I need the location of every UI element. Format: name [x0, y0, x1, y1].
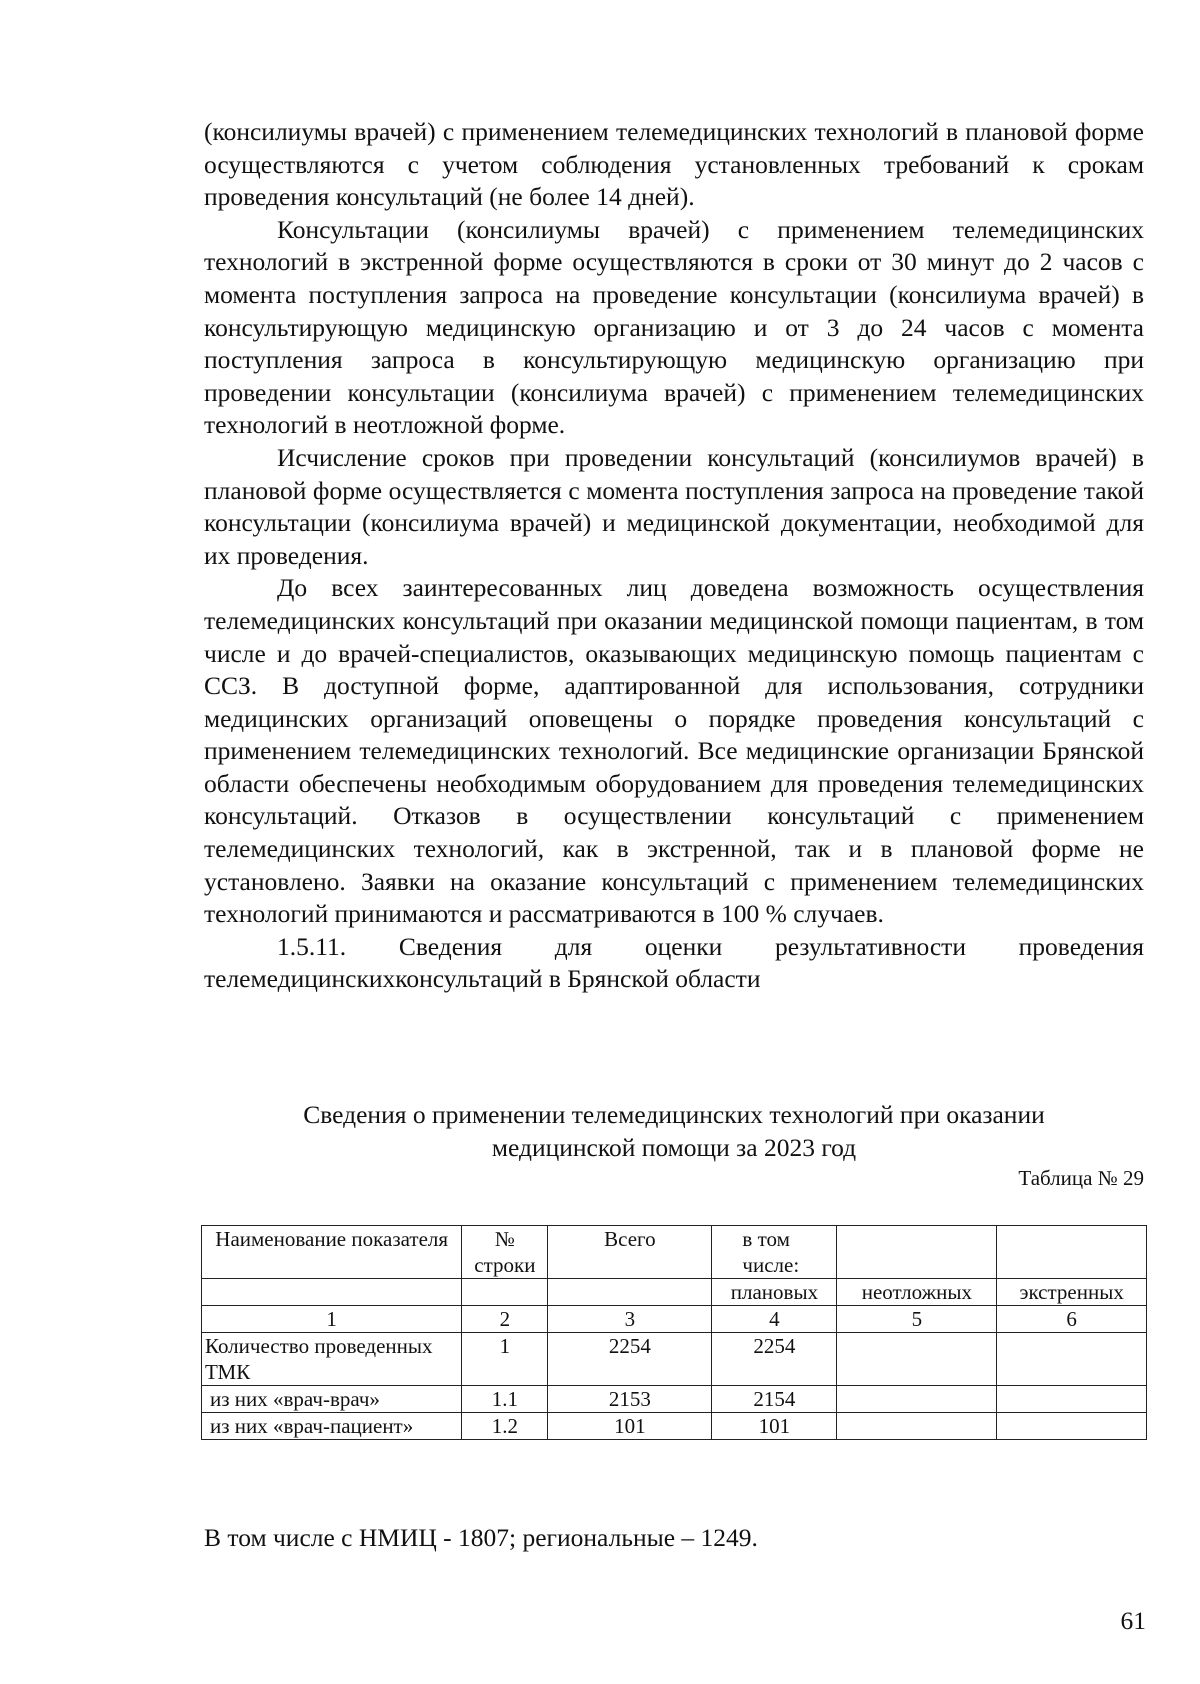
column-number: 2 — [462, 1306, 548, 1333]
header-urgent: неотложных — [837, 1279, 997, 1306]
column-number: 4 — [712, 1306, 837, 1333]
header-planned: плановых — [712, 1279, 837, 1306]
body-text — [204, 116, 1144, 996]
row-planned: 2154 — [712, 1386, 837, 1413]
table-caption — [204, 1098, 1144, 1164]
column-number: 1 — [202, 1306, 462, 1333]
paragraph: Консультации (консилиумы врачей) с применением телемедицинских технологий в экстренной форме осуществляются в сроки от 30 минут до 2 часов с момента поступления запроса на проведение консультации (консилиума врачей) в консультирующую медицинскую организацию и от 3 до 24 часов с момента поступления запроса в консультирующую медицинскую организацию при проведении консультации (консилиума врачей) с применением телемедицинских технологий в неотложной форме. — [204, 214, 1144, 440]
row-total: 101 — [548, 1413, 712, 1440]
row-emergency — [997, 1333, 1147, 1386]
header-in-that: в том числе: — [712, 1226, 837, 1279]
table-row — [202, 1333, 1147, 1386]
row-emergency — [997, 1386, 1147, 1413]
row-name: Количество проведенных ТМК — [202, 1333, 462, 1386]
row-planned: 101 — [712, 1413, 837, 1440]
row-name: из них «врач-пациент» — [202, 1413, 462, 1440]
table-number: Таблица № 29 — [1018, 1166, 1144, 1190]
paragraph: (консилиумы врачей) с применением телемедицинских технологий в плановой форме осуществляются с учетом соблюдения установленных требований к срокам проведения консультаций (не более 14 дней). — [204, 117, 1144, 212]
caption-line-1: Сведения о применении телемедицинских технологий при оказании — [303, 1100, 1045, 1129]
header-total: Всего — [548, 1226, 712, 1279]
subheader-empty — [202, 1279, 462, 1306]
row-urgent — [837, 1333, 997, 1386]
row-no: 1.2 — [462, 1413, 548, 1440]
row-total: 2254 — [548, 1333, 712, 1386]
column-number-row — [202, 1306, 1147, 1333]
table-subheader-row — [202, 1279, 1147, 1306]
header-empty — [837, 1226, 997, 1279]
row-no: 1.1 — [462, 1386, 548, 1413]
table-row — [202, 1386, 1147, 1413]
caption-line-2: медицинской помощи за 2023 год — [491, 1133, 857, 1162]
header-name: Наименование показателя — [202, 1226, 462, 1279]
paragraph: Исчисление сроков при проведении консультаций (консилиумов врачей) в плановой форме осуществляется с момента поступления запроса на проведение такой консультации (консилиума врачей) и медицинской документации, необходимой для их проведения. — [204, 442, 1144, 570]
row-planned: 2254 — [712, 1333, 837, 1386]
row-emergency — [997, 1413, 1147, 1440]
column-number: 3 — [548, 1306, 712, 1333]
row-total: 2153 — [548, 1386, 712, 1413]
section-heading-paragraph: 1.5.11. Сведения для оценки результативности проведения телемедицинскихконсультаций в Брянской области — [204, 931, 1144, 994]
row-urgent — [837, 1386, 997, 1413]
row-no: 1 — [462, 1333, 548, 1386]
telemedicine-table — [201, 1225, 1147, 1440]
page-number: 61 — [1120, 1606, 1146, 1635]
column-number: 6 — [997, 1306, 1147, 1333]
row-name: из них «врач-врач» — [202, 1386, 462, 1413]
header-empty — [997, 1226, 1147, 1279]
column-number: 5 — [837, 1306, 997, 1333]
table-header-row — [202, 1226, 1147, 1279]
subheader-empty — [462, 1279, 548, 1306]
header-emergency: экстренных — [997, 1279, 1147, 1306]
subheader-empty — [548, 1279, 712, 1306]
paragraph: До всех заинтересованных лиц доведена возможность осуществления телемедицинских консультаций при оказании медицинской помощи пациентам, в том числе и до врачей-специалистов, оказывающих медицинскую помощь пациентам с ССЗ. В доступной форме, адаптированной для использования, сотрудники медицинских организаций оповещены о порядке проведения консультаций с применением телемедицинских технологий. Все медицинские организации Брянской области обеспечены необходимым оборудованием для проведения телемедицинских консультаций. Отказов в осуществлении консультаций с применением телемедицинских технологий, как в экстренной, так и в плановой форме не установлено. Заявки на оказание консультаций с применением телемедицинских технологий принимаются и рассматриваются в 100 % случаев. — [204, 573, 1144, 929]
footer-note: В том числе с НМИЦ - 1807; региональные – 1249. — [204, 1523, 758, 1552]
header-row-no: № строки — [462, 1226, 548, 1279]
table-row — [202, 1413, 1147, 1440]
row-urgent — [837, 1413, 997, 1440]
